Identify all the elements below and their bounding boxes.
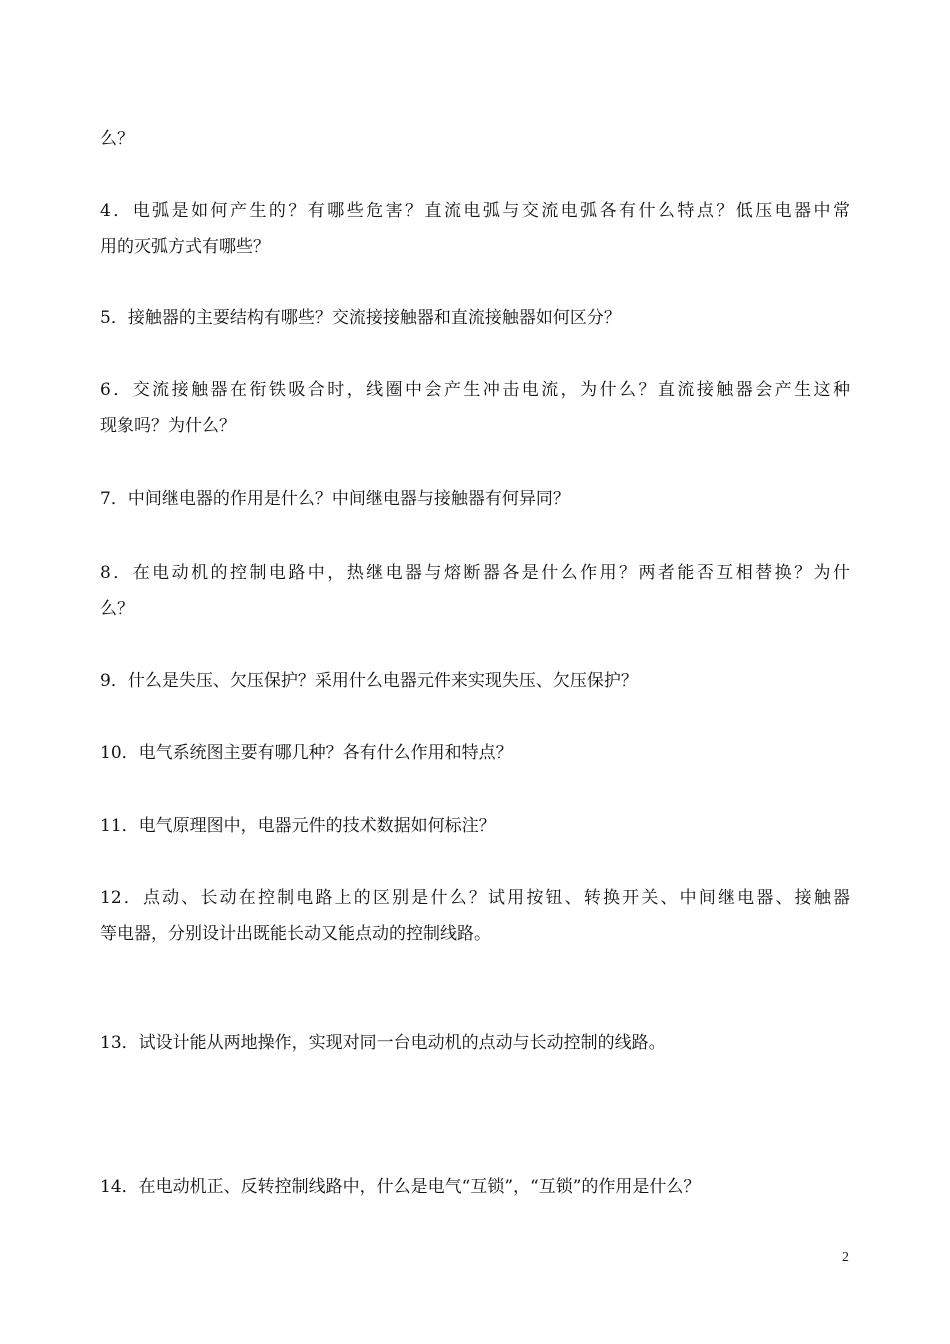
question-text: 接触器的主要结构有哪些？交流接接触器和直流接触器如何区分？ xyxy=(127,308,621,328)
question-text: 试设计能从两地操作，实现对同一台电动机的点动与长动控制的线路。 xyxy=(138,1033,666,1053)
question-number: 11． xyxy=(100,816,139,836)
question-8-line-2 xyxy=(100,597,850,621)
question-text: 点动、长动在控制电路上的区别是什么？试用按钮、转换开关、中间继电器、接触器 xyxy=(142,888,850,908)
question-number: 8． xyxy=(100,563,133,583)
question-number: 6． xyxy=(100,380,133,400)
question-14-line-1 xyxy=(100,1175,850,1199)
question-12-line-1 xyxy=(100,886,850,910)
question-text: 在电动机正、反转控制线路中，什么是电气“互锁”，“互锁”的作用是什么？ xyxy=(138,1177,701,1197)
continuation-text: 么？ xyxy=(100,129,134,149)
question-number: 5． xyxy=(100,308,128,328)
question-number: 4． xyxy=(100,201,133,221)
question-number: 12． xyxy=(100,888,143,908)
question-9-line-1 xyxy=(100,669,850,693)
question-12-line-2 xyxy=(100,922,850,946)
question-7-line-1 xyxy=(100,487,850,511)
continuation-line xyxy=(100,127,850,151)
question-4-line-2 xyxy=(100,235,850,259)
question-number: 14． xyxy=(100,1177,139,1197)
question-number: 13． xyxy=(100,1033,139,1053)
question-11-line-1 xyxy=(100,814,850,838)
question-text: 么？ xyxy=(100,599,134,619)
question-text: 电气系统图主要有哪几种？各有什么作用和特点？ xyxy=(138,743,513,763)
question-number: 10． xyxy=(100,743,139,763)
question-text: 现象吗？为什么？ xyxy=(100,416,236,436)
question-5-line-1 xyxy=(100,306,850,330)
question-13-line-1 xyxy=(100,1031,850,1055)
question-8-line-1 xyxy=(100,561,850,585)
question-text: 中间继电器的作用是什么？中间继电器与接触器有何异同？ xyxy=(127,489,570,509)
question-text: 电气原理图中，电器元件的技术数据如何标注？ xyxy=(138,816,496,836)
question-text: 在电动机的控制电路中，热继电器与熔断器各是什么作用？两者能否互相替换？为什 xyxy=(132,563,851,583)
question-text: 等电器，分别设计出既能长动又能点动的控制线路。 xyxy=(100,924,491,944)
question-text: 用的灭弧方式有哪些？ xyxy=(100,237,270,257)
question-4-line-1 xyxy=(100,199,850,223)
question-number: 9． xyxy=(100,671,128,691)
question-text: 交流接触器在衔铁吸合时，线圈中会产生冲击电流，为什么？直流接触器会产生这种 xyxy=(132,380,851,400)
page-number: 2 xyxy=(842,1250,849,1265)
question-10-line-1 xyxy=(100,741,850,765)
question-text: 电弧是如何产生的？有哪些危害？直流电弧与交流电弧各有什么特点？低压电器中常 xyxy=(132,201,851,221)
question-text: 什么是失压、欠压保护？采用什么电器元件来实现失压、欠压保护？ xyxy=(127,671,638,691)
question-number: 7． xyxy=(100,489,128,509)
question-6-line-2 xyxy=(100,414,850,438)
question-6-line-1 xyxy=(100,378,850,402)
